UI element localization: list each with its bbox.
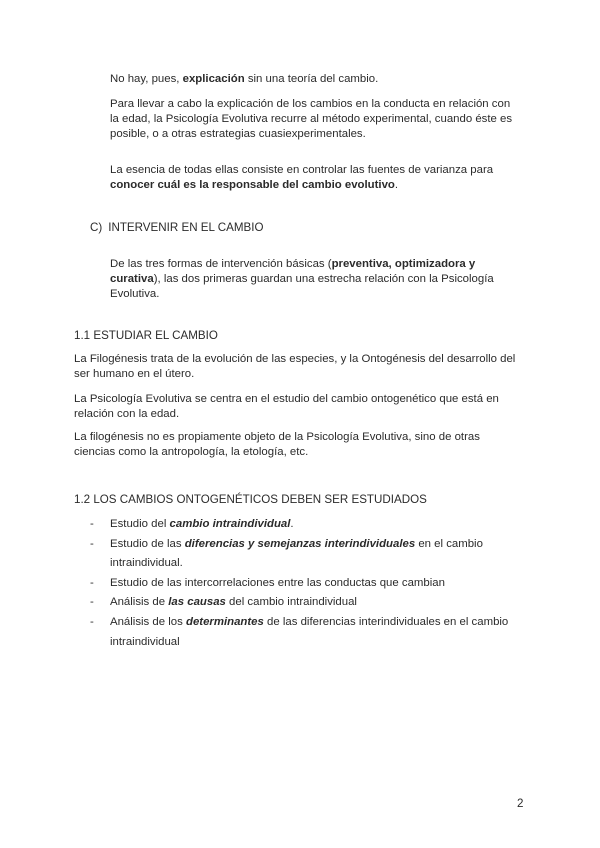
- paragraph-ontogenetico: La Psicología Evolutiva se centra en el estudio del cambio ontogenético que está en relación con la edad.: [74, 393, 499, 420]
- section-11-heading: 1.1 ESTUDIAR EL CAMBIO: [74, 329, 218, 342]
- list-item: - Análisis de las causas del cambio intraindividual: [90, 596, 357, 609]
- list-item: - Estudio de las diferencias y semejanzas interindividuales en el cambio intraindividual.: [90, 537, 483, 570]
- bold-explicacion: explicación: [182, 73, 245, 85]
- page-number: 2: [517, 797, 524, 810]
- paragraph-metodo: Para llevar a cabo la explicación de los cambios en la conducta en relación con la edad, la Psicología Evolutiva recurre al método experimental, cuando éste es posible, o a otras estrategias cuasiexperimentales.: [110, 98, 513, 140]
- list-item: - Estudio del cambio intraindividual.: [90, 518, 294, 530]
- list-item: - Análisis de los determinantes de las diferencias interindividuales en el cambio intraindividual: [90, 615, 509, 648]
- paragraph-explicacion: No hay, pues, explicación sin una teoría del cambio.: [110, 73, 379, 85]
- paragraph-filogenesis: La Filogénesis trata de la evolución de las especies, y la Ontogénesis del desarrollo del ser humano en el útero.: [74, 353, 516, 380]
- list-item: - Estudio de las intercorrelaciones entre las conductas que cambian: [90, 576, 445, 589]
- paragraph-esencia: La esencia de todas ellas consiste en controlar las fuentes de varianza para conocer cuál es la responsable del cambio evolutivo.: [110, 164, 494, 191]
- paragraph-intervencion: De las tres formas de intervención básicas (preventiva, optimizadora y curativa), las dos primeras guardan una estrecha relación con la Psicología Evolutiva.: [110, 258, 494, 300]
- paragraph-objeto: La filogénesis no es propiamente objeto de la Psicología Evolutiva, sino de otras ciencias como la antropología, la etología, etc.: [74, 431, 480, 458]
- section-12-heading: 1.2 LOS CAMBIOS ONTOGENÉTICOS DEBEN SER ESTUDIADOS: [74, 493, 427, 506]
- studies-list: [90, 515, 530, 652]
- section-c-heading: C) INTERVENIR EN EL CAMBIO: [90, 221, 264, 234]
- bold-formas: preventiva, optimizadora y curativa: [110, 258, 476, 285]
- bold-responsable: conocer cuál es la responsable del cambio evolutivo: [110, 179, 395, 191]
